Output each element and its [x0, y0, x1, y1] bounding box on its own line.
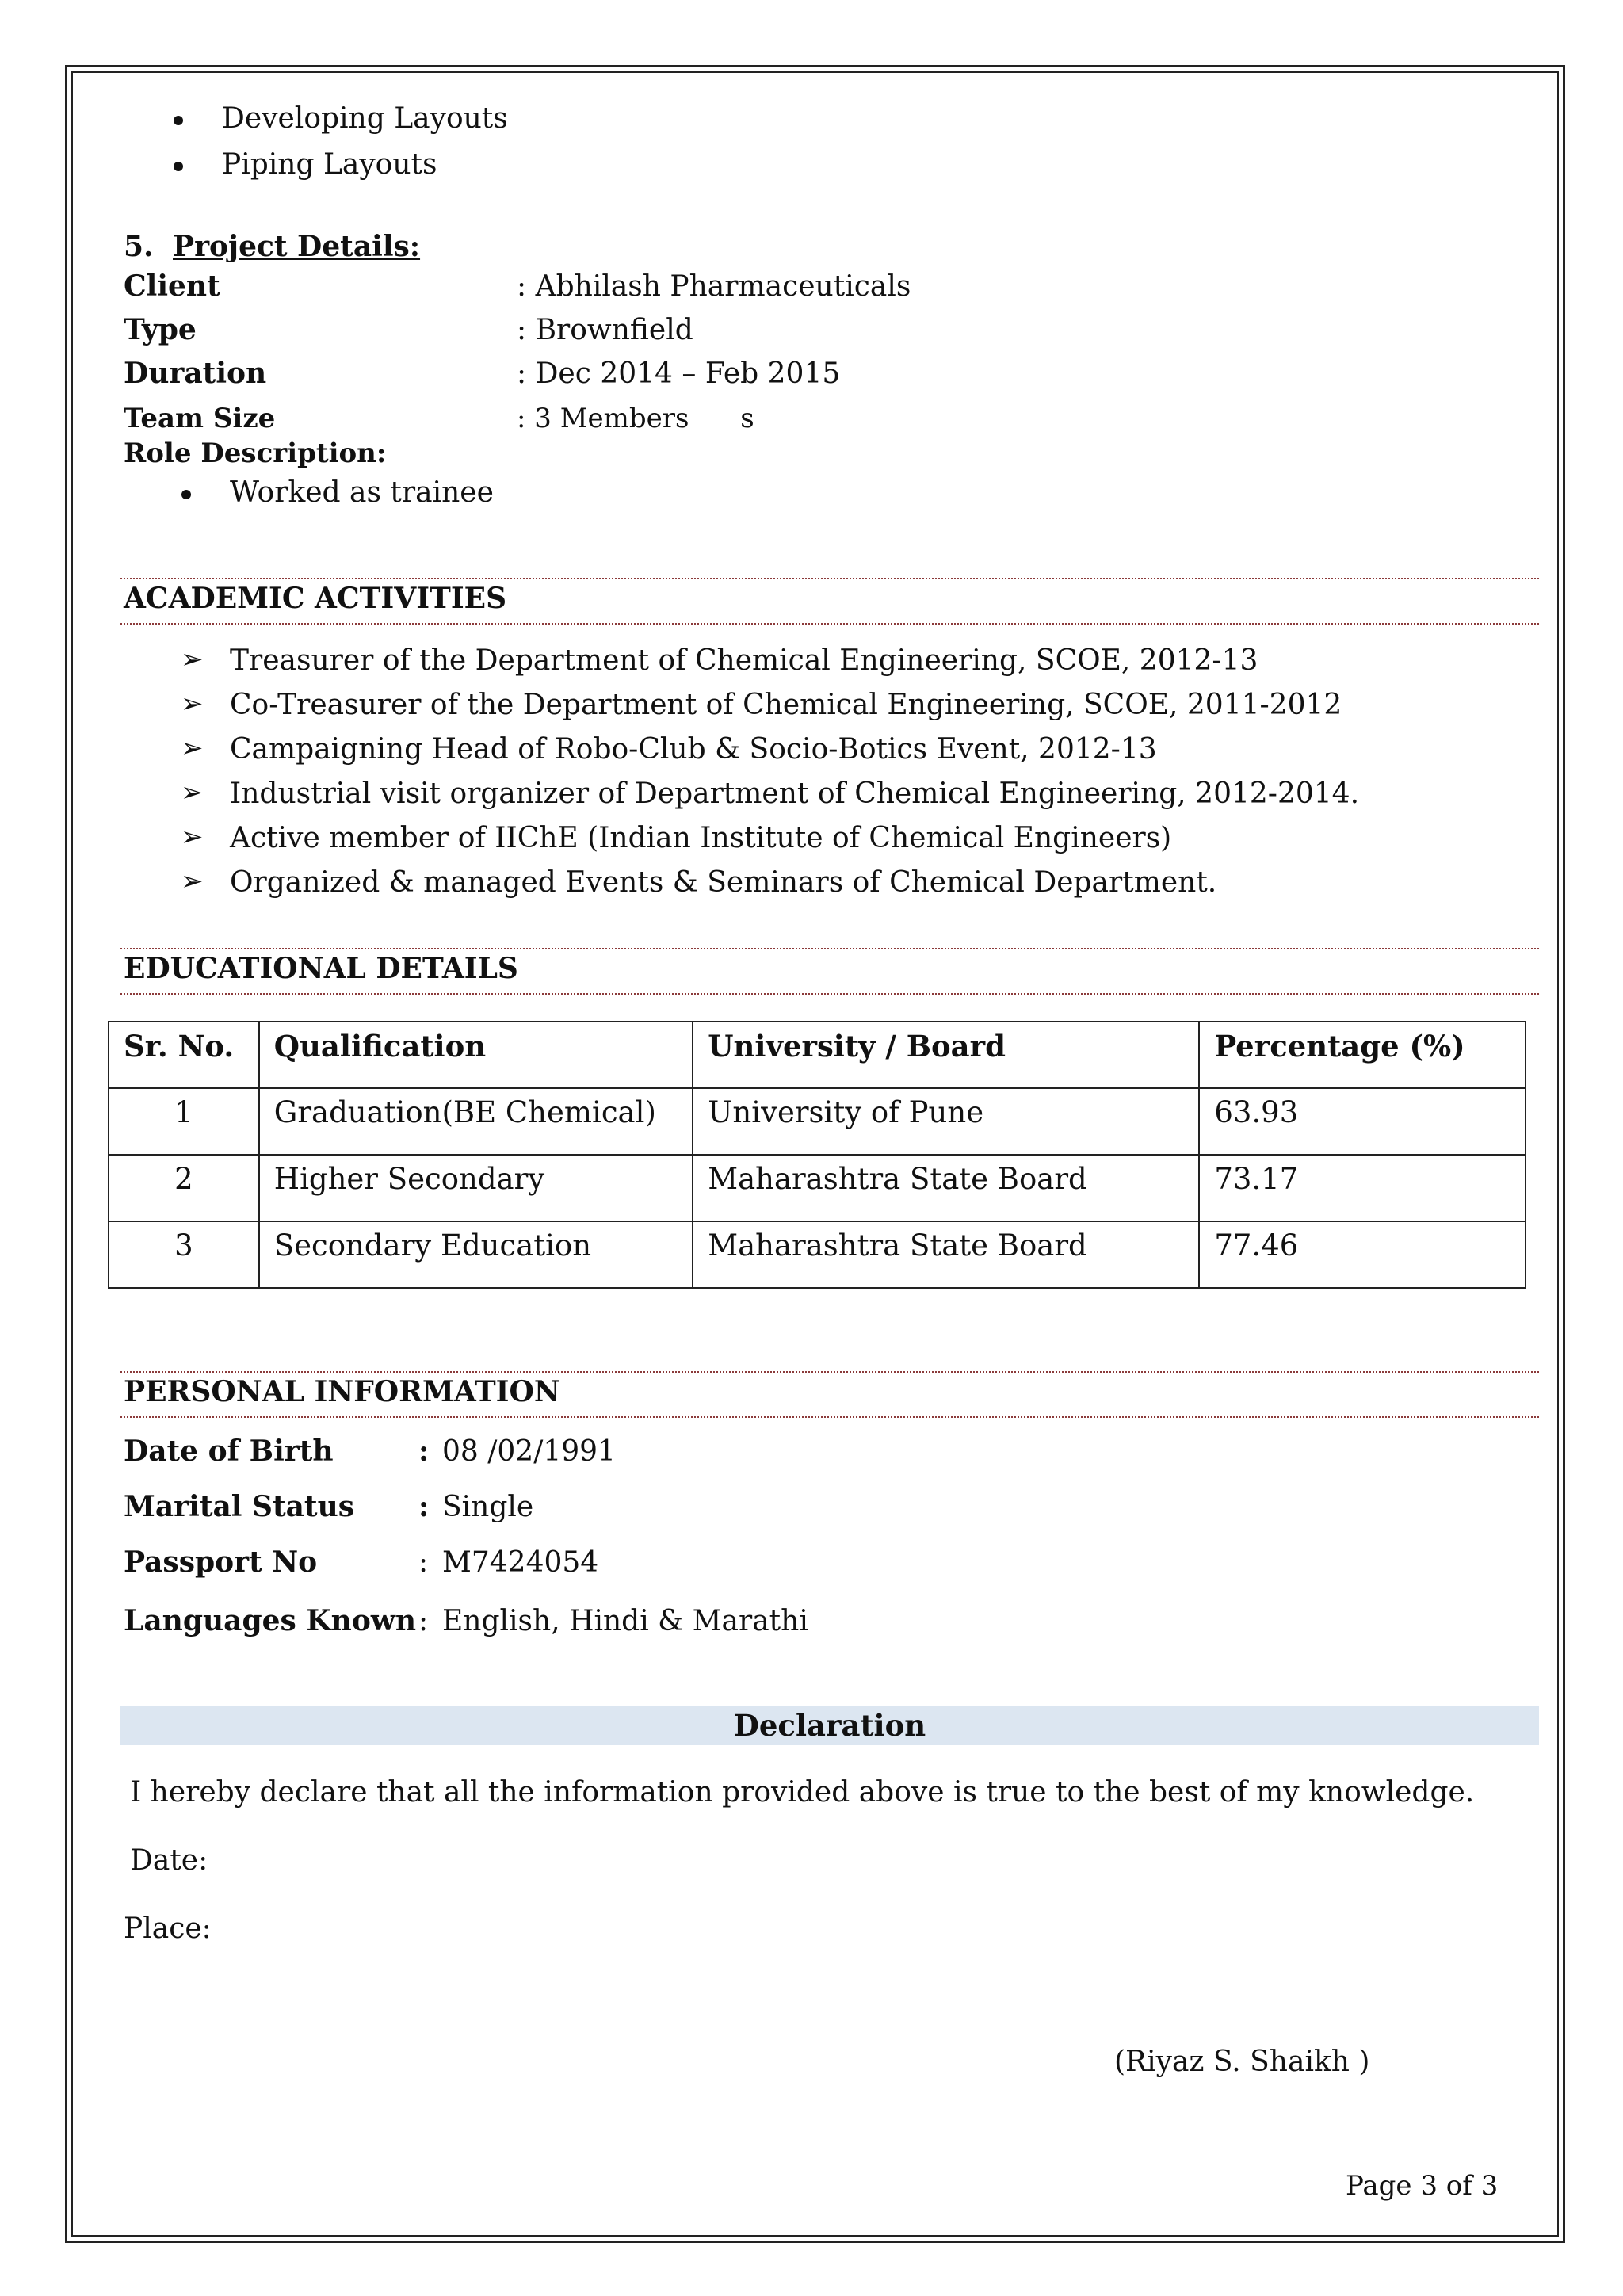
role-item: Worked as trainee	[230, 476, 494, 509]
field-label-passport: Passport No	[124, 1545, 318, 1579]
arrow-bullet-icon: ➢	[181, 865, 204, 897]
table-cell: Secondary Education	[259, 1221, 693, 1288]
table-cell: Graduation(BE Chemical)	[259, 1088, 693, 1155]
bullet-item: Piping Layouts	[222, 148, 437, 181]
section-number: 5.	[124, 230, 154, 263]
field-label-marital-status: Marital Status	[124, 1490, 355, 1523]
section-divider	[120, 1371, 1539, 1373]
table-cell: 3	[109, 1221, 259, 1288]
bullet-item: Developing Layouts	[222, 102, 508, 135]
table-cell: Higher Secondary	[259, 1155, 693, 1221]
section-divider	[120, 578, 1539, 579]
column-header: Percentage (%)	[1199, 1022, 1526, 1088]
personal-information-heading: PERSONAL INFORMATION	[124, 1375, 560, 1408]
page-number: Page 3 of 3	[1346, 2170, 1499, 2202]
field-label-type: Type	[124, 313, 197, 346]
academic-item: Active member of IIChE (Indian Institute of Chemical Engineers)	[230, 822, 1172, 854]
declaration-text: I hereby declare that all the information provided above is true to the best of my knowledge.	[130, 1776, 1475, 1809]
field-value-passport: M7424054	[442, 1546, 599, 1579]
field-label-client: Client	[124, 269, 220, 303]
bullet-icon	[174, 116, 183, 125]
field-label-duration: Duration	[124, 357, 267, 390]
academic-item: Industrial visit organizer of Department of Chemical Engineering, 2012-2014.	[230, 777, 1360, 810]
table-cell: 73.17	[1199, 1155, 1526, 1221]
field-value-team-size: : 3 Members s	[517, 403, 754, 434]
section-divider	[120, 623, 1539, 625]
academic-item: Organized & managed Events & Seminars of Chemical Department.	[230, 866, 1217, 899]
academic-item: Campaigning Head of Robo-Club & Socio-Botics Event, 2012-13	[230, 733, 1157, 766]
field-value-marital-status: Single	[442, 1491, 534, 1523]
table-cell: Maharashtra State Board	[693, 1221, 1199, 1288]
section-divider	[120, 1416, 1539, 1418]
educational-details-heading: EDUCATIONAL DETAILS	[124, 952, 518, 985]
field-value-client: : Abhilash Pharmaceuticals	[517, 270, 911, 303]
field-label-team-size: Team Size	[124, 403, 276, 434]
bullet-icon	[174, 162, 183, 171]
field-separator: :	[418, 1605, 429, 1637]
field-separator: :	[418, 1435, 430, 1468]
project-details-heading: Project Details:	[173, 230, 421, 263]
section-divider	[120, 993, 1539, 995]
arrow-bullet-icon: ➢	[181, 644, 204, 675]
arrow-bullet-icon: ➢	[181, 732, 204, 764]
signature-name: (Riyaz S. Shaikh )	[1114, 2046, 1370, 2078]
field-label-languages: Languages Known	[124, 1604, 416, 1637]
table-row	[109, 1088, 1526, 1155]
table-cell: 77.46	[1199, 1221, 1526, 1288]
table-row	[109, 1221, 1526, 1288]
arrow-bullet-icon: ➢	[181, 777, 204, 808]
table-cell: 1	[109, 1088, 259, 1155]
academic-activities-heading: ACADEMIC ACTIVITIES	[124, 582, 507, 615]
field-value-duration: : Dec 2014 – Feb 2015	[517, 357, 841, 390]
bullet-icon	[181, 490, 191, 499]
table-cell: Maharashtra State Board	[693, 1155, 1199, 1221]
table-cell: University of Pune	[693, 1088, 1199, 1155]
table-cell: 63.93	[1199, 1088, 1526, 1155]
field-separator: :	[418, 1546, 429, 1579]
declaration-heading: Declaration	[120, 1706, 1539, 1745]
column-header: Qualification	[259, 1022, 693, 1088]
arrow-bullet-icon: ➢	[181, 821, 204, 853]
field-value-languages: English, Hindi & Marathi	[442, 1605, 808, 1637]
field-value-type: : Brownfield	[517, 314, 693, 346]
field-separator: :	[418, 1490, 430, 1523]
academic-item: Treasurer of the Department of Chemical Engineering, SCOE, 2012-13	[230, 644, 1258, 677]
table-header-row	[109, 1022, 1526, 1088]
arrow-bullet-icon: ➢	[181, 688, 204, 720]
column-header: University / Board	[693, 1022, 1199, 1088]
academic-item: Co-Treasurer of the Department of Chemical Engineering, SCOE, 2011-2012	[230, 689, 1342, 721]
table-cell: 2	[109, 1155, 259, 1221]
table-row	[109, 1155, 1526, 1221]
date-label: Date:	[130, 1844, 208, 1877]
education-table	[108, 1021, 1526, 1289]
role-description-label: Role Description:	[124, 437, 387, 469]
section-divider	[120, 948, 1539, 949]
place-label: Place:	[124, 1912, 212, 1945]
column-header: Sr. No.	[109, 1022, 259, 1088]
field-value-dob: 08 /02/1991	[442, 1435, 616, 1468]
field-label-dob: Date of Birth	[124, 1435, 334, 1468]
